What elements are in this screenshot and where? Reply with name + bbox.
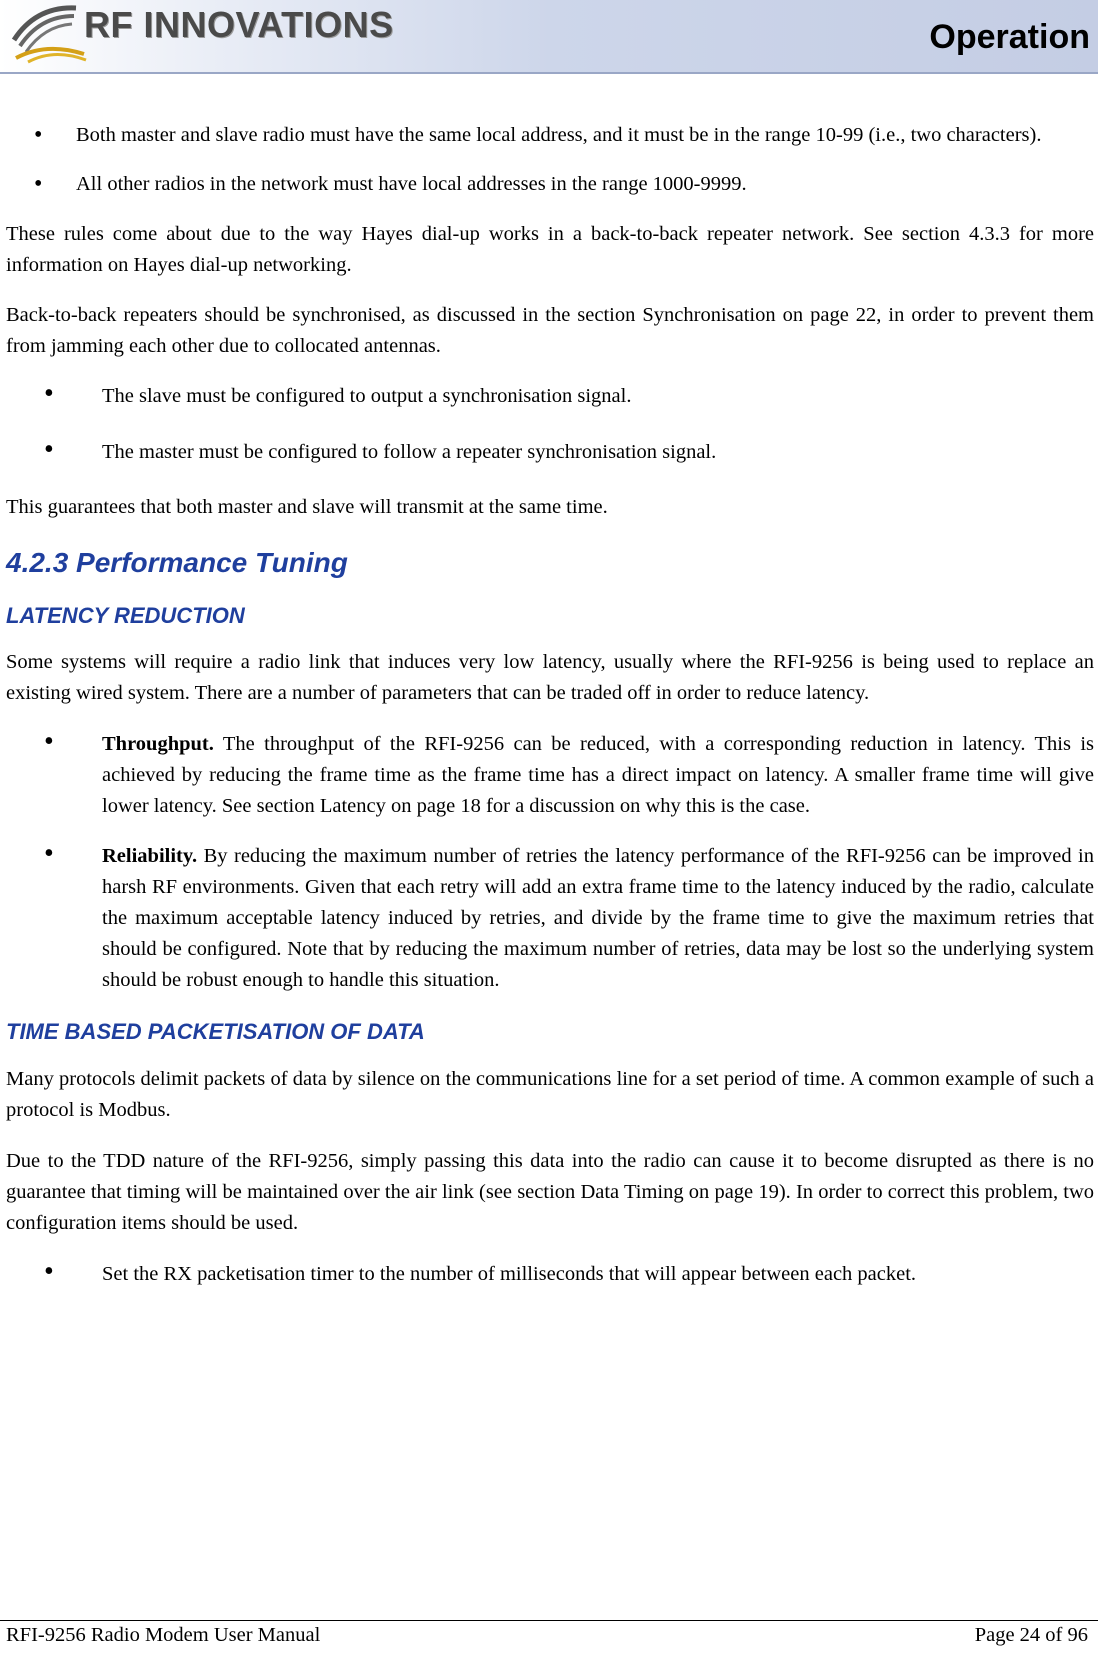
bullet-icon: •: [44, 434, 54, 465]
paragraph: Many protocols delimit packets of data by silence on the communications line for a set period of time. A common example of such a protocol is Modbus.: [6, 1068, 1094, 1121]
paragraph: This guarantees that both master and slave will transmit at the same time.: [6, 496, 608, 518]
list-item: [6, 120, 1094, 151]
page-header: [0, 0, 1098, 74]
page-number: Page 24 of 96: [974, 1624, 1088, 1646]
list-item: [6, 1256, 1094, 1290]
list-item: [6, 434, 1094, 468]
list-item-text: [102, 729, 1094, 822]
subheading: LATENCY REDUCTION: [6, 603, 245, 628]
paragraph: Back-to-back repeaters should be synchronised, as discussed in the section Synchronisation on page 22, in order to prevent them from jamming each other due to collocated antennas.: [6, 304, 1094, 357]
list-item-text: Both master and slave radio must have the same local address, and it must be in the range 10-99 (i.e., two characters).: [76, 124, 1042, 146]
section-heading: 4.2.3 Performance Tuning: [6, 547, 348, 578]
bullet-icon: •: [44, 838, 54, 869]
paragraph: Due to the TDD nature of the RFI-9256, simply passing this data into the radio can cause it to become disrupted as there is no guarantee that timing will be maintained over the air link (see section Data Timing on page 19). In order to correct this problem, two configuration items should be used.: [6, 1150, 1094, 1234]
list-item-text: [102, 841, 1094, 996]
page-content: [6, 120, 1094, 1290]
section-title: Operation: [929, 18, 1090, 56]
list-item-text: Set the RX packetisation timer to the number of milliseconds that will appear between each packet.: [102, 1263, 917, 1285]
paragraph: These rules come about due to the way Hayes dial-up works in a back-to-back repeater network. See section 4.3.3 for more information on Hayes dial-up networking.: [6, 223, 1094, 276]
list-item: [6, 169, 1094, 200]
list-item-text: The slave must be configured to output a synchronisation signal.: [102, 385, 632, 407]
subheading: TIME BASED PACKETISATION OF DATA: [6, 1019, 425, 1044]
bullet-icon: •: [44, 1256, 54, 1287]
bullet-icon: •: [34, 171, 43, 197]
list-item: [6, 726, 1094, 822]
footer-divider: [0, 1620, 1098, 1621]
list-item-text: The master must be configured to follow a repeater synchronisation signal.: [102, 441, 717, 463]
bullet-icon: •: [34, 122, 43, 148]
list-item: [6, 838, 1094, 996]
logo-text: RF INNOVATIONS: [84, 4, 394, 45]
list-item-body: By reducing the maximum number of retries the latency performance of the RFI-9256 can be improved in harsh RF environments. Given that each retry will add an extra frame time to the latency induced by the radio, calculate the maximum acceptable latency induced by retries, and divide by the frame time to give the maximum retries that should be configured. Note that by reducing the maximum number of retries, data may be lost so the underlying system should be robust enough to handle this situation.: [102, 845, 1094, 991]
bullet-icon: •: [44, 726, 54, 757]
list-item-term: Throughput.: [102, 733, 214, 755]
list-item-term: Reliability.: [102, 845, 198, 867]
list-item-body: The throughput of the RFI-9256 can be reduced, with a corresponding reduction in latency. This is achieved by reducing the frame time as the frame time has a direct impact on latency. A smaller frame time will give lower latency. See section Latency on page 18 for a discussion on why this is the case.: [102, 733, 1094, 817]
list-item-text: All other radios in the network must have local addresses in the range 1000-9999.: [76, 173, 747, 195]
bullet-icon: •: [44, 378, 54, 409]
paragraph: Some systems will require a radio link that induces very low latency, usually where the RFI-9256 is being used to replace an existing wired system. There are a number of parameters that can be traded off in order to reduce latency.: [6, 651, 1094, 704]
footer-manual-title: RFI-9256 Radio Modem User Manual: [6, 1624, 321, 1646]
list-item: [6, 378, 1094, 412]
